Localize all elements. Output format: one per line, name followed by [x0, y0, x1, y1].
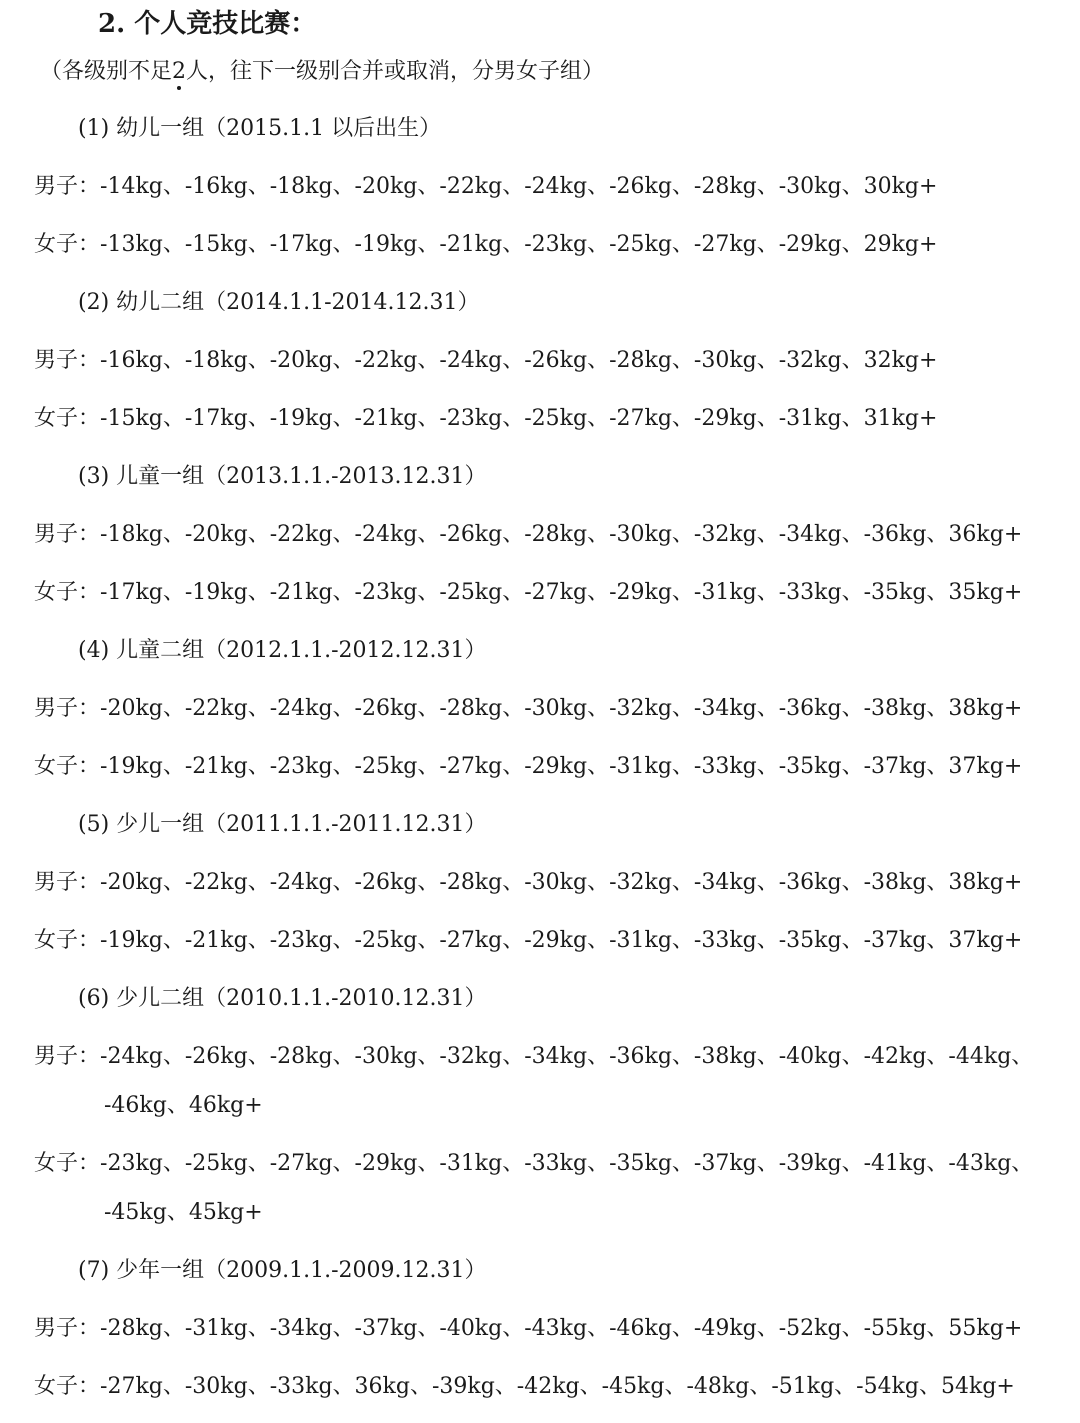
female-classes-text: -17kg、-19kg、-21kg、-23kg、-25kg、-27kg、-29kg、-31kg、-33kg、-35kg、35kg+ [100, 580, 1023, 605]
male-weight-classes [34, 1309, 1022, 1349]
male-label: 男子： [34, 1044, 101, 1069]
male-classes-text: -20kg、-22kg、-24kg、-26kg、-28kg、-30kg、-32kg、-34kg、-36kg、-38kg、38kg+ [100, 696, 1023, 721]
note-emphasis-number: 2 [172, 52, 186, 92]
female-weight-classes [34, 573, 1022, 613]
female-label: 女子： [34, 1151, 101, 1176]
female-classes-text: -13kg、-15kg、-17kg、-19kg、-21kg、-23kg、-25kg、-27kg、-29kg、29kg+ [100, 232, 938, 257]
note-text-after: 人，往下一级别合并或取消，分男女子组） [186, 59, 605, 84]
group-heading: (5) 少儿一组（2011.1.1.-2011.12.31） [78, 812, 487, 837]
note-text-before: （各级别不足 [40, 59, 173, 84]
female-classes-text: -27kg、-30kg、-33kg、36kg、-39kg、-42kg、-45kg、-48kg、-51kg、-54kg、54kg+ [100, 1374, 1015, 1399]
male-weight-classes [34, 515, 1022, 555]
male-weight-classes [34, 167, 937, 207]
male-label: 男子： [34, 522, 101, 547]
male-label: 男子： [34, 1316, 101, 1341]
female-weight-classes [34, 747, 1022, 787]
group-heading: (4) 儿童二组（2012.1.1.-2012.12.31） [78, 638, 487, 663]
male-label: 男子： [34, 174, 101, 199]
female-label: 女子： [34, 754, 101, 779]
female-label: 女子： [34, 928, 101, 953]
grouping-note [40, 52, 604, 92]
male-classes-text: -28kg、-31kg、-34kg、-37kg、-40kg、-43kg、-46kg、-49kg、-52kg、-55kg、55kg+ [100, 1316, 1023, 1341]
male-weight-classes [34, 341, 937, 381]
female-weight-classes [34, 1367, 1015, 1407]
male-label: 男子： [34, 870, 101, 895]
female-weight-classes [34, 1144, 1033, 1184]
male-label: 男子： [34, 348, 101, 373]
male-weight-classes [34, 1037, 1033, 1077]
female-classes-text: -19kg、-21kg、-23kg、-25kg、-27kg、-29kg、-31kg、-33kg、-35kg、-37kg、37kg+ [100, 754, 1023, 779]
female-weight-classes [34, 225, 937, 265]
group-heading: (6) 少儿二组（2010.1.1.-2010.12.31） [78, 986, 487, 1011]
male-classes-text: -14kg、-16kg、-18kg、-20kg、-22kg、-24kg、-26kg、-28kg、-30kg、30kg+ [100, 174, 938, 199]
male-classes-text: -20kg、-22kg、-24kg、-26kg、-28kg、-30kg、-32kg、-34kg、-36kg、-38kg、38kg+ [100, 870, 1023, 895]
male-classes-text: -24kg、-26kg、-28kg、-30kg、-32kg、-34kg、-36kg、-38kg、-40kg、-42kg、-44kg、 [100, 1044, 1034, 1069]
female-classes-text: -23kg、-25kg、-27kg、-29kg、-31kg、-33kg、-35kg、-37kg、-39kg、-41kg、-43kg、 [100, 1151, 1034, 1176]
female-label: 女子： [34, 580, 101, 605]
female-classes-text: -19kg、-21kg、-23kg、-25kg、-27kg、-29kg、-31kg、-33kg、-35kg、-37kg、37kg+ [100, 928, 1023, 953]
female-weight-classes [34, 921, 1022, 961]
group-heading: (3) 儿童一组（2013.1.1.-2013.12.31） [78, 464, 487, 489]
male-label: 男子： [34, 696, 101, 721]
section-title: 2. 个人竞技比赛： [98, 9, 317, 39]
female-classes-text: -15kg、-17kg、-19kg、-21kg、-23kg、-25kg、-27kg、-29kg、-31kg、31kg+ [100, 406, 938, 431]
male-weight-classes [34, 863, 1022, 903]
male-classes-text: -16kg、-18kg、-20kg、-22kg、-24kg、-26kg、-28kg、-30kg、-32kg、32kg+ [100, 348, 938, 373]
male-classes-continuation: -46kg、46kg+ [104, 1093, 263, 1118]
male-classes-text: -18kg、-20kg、-22kg、-24kg、-26kg、-28kg、-30kg、-32kg、-34kg、-36kg、36kg+ [100, 522, 1023, 547]
male-weight-classes [34, 689, 1022, 729]
female-label: 女子： [34, 232, 101, 257]
female-label: 女子： [34, 1374, 101, 1399]
female-classes-continuation: -45kg、45kg+ [104, 1200, 263, 1225]
female-label: 女子： [34, 406, 101, 431]
group-heading: (7) 少年一组（2009.1.1.-2009.12.31） [78, 1258, 487, 1283]
group-heading: (2) 幼儿二组（2014.1.1-2014.12.31） [78, 290, 480, 315]
female-weight-classes [34, 399, 937, 439]
group-heading: (1) 幼儿一组（2015.1.1 以后出生） [78, 116, 442, 141]
